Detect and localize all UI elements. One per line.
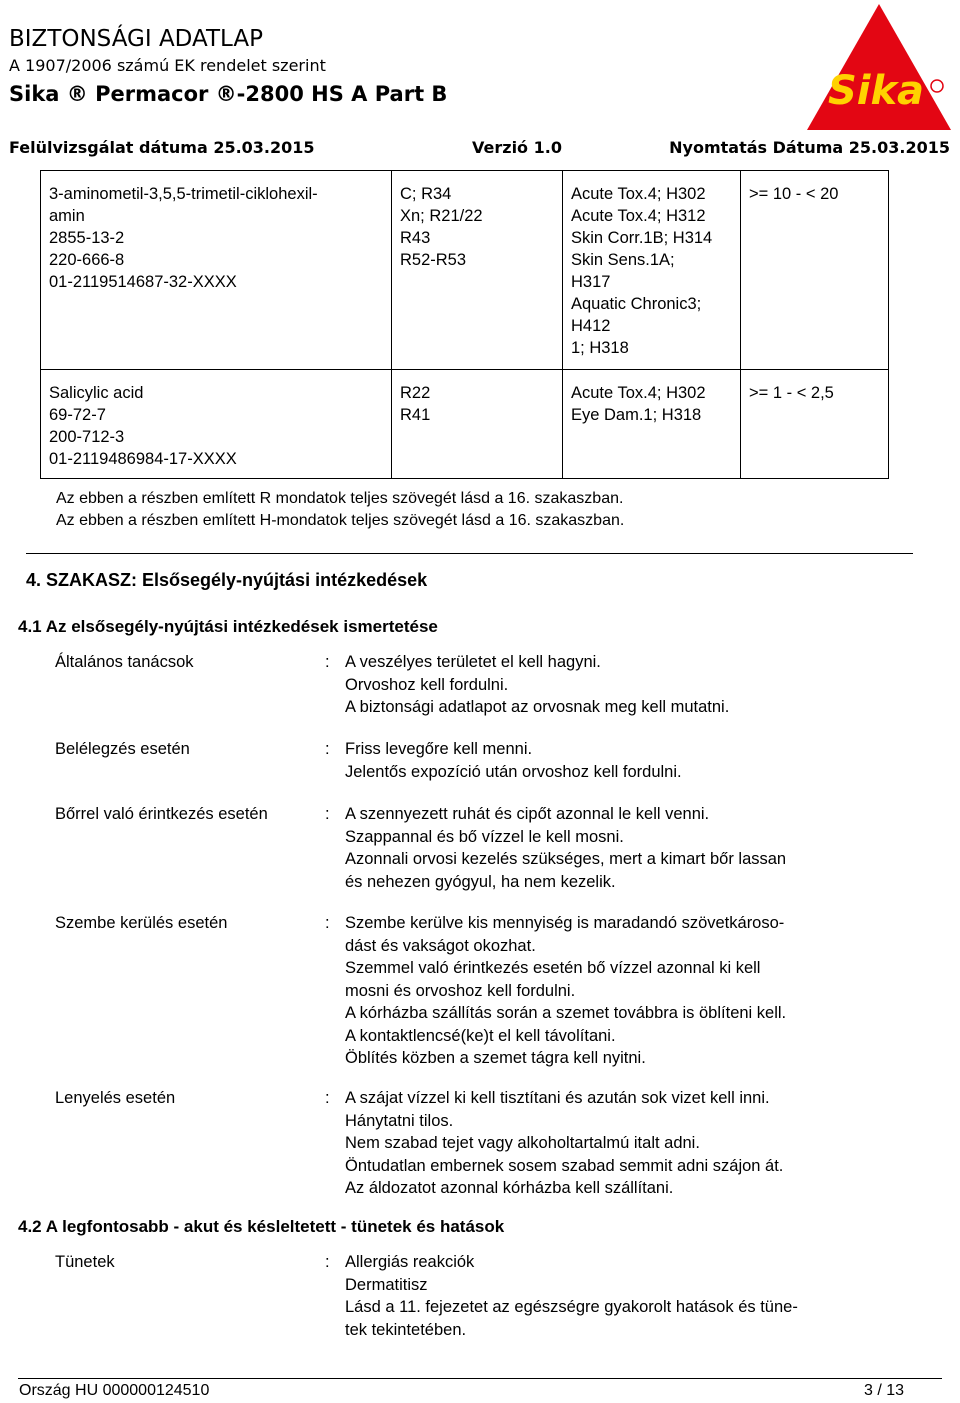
table-notes (56, 488, 624, 532)
component-name: Salicylic acid 69-72-7 200-712-3 01-2119486984-17-XXXX (41, 370, 392, 479)
item-text: Szembe kerülve kis mennyiség is maradandó szövetkároso- dást és vakságot okozhat. Szemmel való érintkezés esetén bő vízzel azonnal ki kell mosni és orvoshoz kell fordulni. A kórházba szállítás során a szemet továbbra is öblíteni kell. A kontaktlencsé(ke)t el kell távolítani. Öblítés közben a szemet tágra kell nyitni. (345, 914, 787, 1067)
document-title: BIZTONSÁGI ADATLAP (9, 26, 263, 52)
concentration: >= 10 - < 20 (741, 171, 889, 370)
footer-rule (18, 1378, 942, 1380)
r-phrases: R22 R41 (392, 370, 563, 479)
product-name: Sika ® Permacor ®-2800 HS A Part B (9, 82, 448, 106)
item-label: Tünetek (55, 1253, 115, 1271)
item-text: A veszélyes területet el kell hagyni. Orvoshoz kell fordulni. A biztonsági adatlapot az orvosnak meg kell mutatni. (345, 653, 730, 716)
subsection-title: 4.2 A legfontosabb - akut és késleltetett - tünetek és hatások (18, 1217, 505, 1236)
item-text: Allergiás reakciók Dermatitisz Lásd a 11. fejezetet az egészségre gyakorolt hatások és tüne- tek tekintetében. (345, 1253, 798, 1339)
component-name: 3-aminometil-3,5,5-trimetil-ciklohexil- amin 2855-13-2 220-666-8 01-2119514687-32-XXXX (41, 171, 392, 370)
svg-text:Sika: Sika (827, 68, 925, 114)
concentration: >= 1 - < 2,5 (741, 370, 889, 479)
r-phrases: C; R34 Xn; R21/22 R43 R52-R53 (392, 171, 563, 370)
footer-country-code: Ország HU 000000124510 (19, 1382, 210, 1399)
page-number: 3 / 13 (863, 1382, 904, 1399)
clp-classification: Acute Tox.4; H302 Eye Dam.1; H318 (563, 370, 741, 479)
item-text: A szájat vízzel ki kell tisztítani és azután sok vizet kell inni. Hánytatni tilos. Nem szabad tejet vagy alkoholtartalmú italt adni. Öntudatlan embernek sosem szabad semmit adni szájon át. Az áldozatot azonnal kórházba kell szállítani. (345, 1089, 784, 1197)
item-text: Friss levegőre kell menni. Jelentős expozíció után orvoshoz kell fordulni. (345, 740, 682, 781)
revision-date: Felülvizsgálat dátuma 25.03.2015 (9, 138, 315, 157)
section-title: 4. SZAKASZ: Elsősegély-nyújtási intézkedések (26, 570, 428, 590)
components-table (40, 170, 889, 479)
section-divider (26, 553, 913, 554)
item-label: Általános tanácsok (55, 653, 194, 671)
clp-classification: Acute Tox.4; H302 Acute Tox.4; H312 Skin Corr.1B; H314 Skin Sens.1A; H317 Aquatic Chronic3; H412 1; H318 (563, 171, 741, 370)
version: Verzió 1.0 (472, 138, 562, 157)
table-row (41, 171, 889, 370)
table-row (41, 370, 889, 479)
sika-logo (803, 0, 955, 134)
regulation-line: A 1907/2006 számú EK rendelet szerint (9, 56, 326, 75)
note-r-phrases: Az ebben a részben említett R mondatok teljes szövegét lásd a 16. szakaszban. (56, 490, 624, 507)
item-label: Szembe kerülés esetén (55, 914, 228, 932)
print-date: Nyomtatás Dátuma 25.03.2015 (669, 138, 950, 157)
item-text: A szennyezett ruhát és cipőt azonnal le kell venni. Szappannal és bő vízzel le kell mosni. Azonnali orvosi kezelés szükséges, mert a kimart bőr lassan és nehezen gyógyul, ha nem kezelik. (345, 805, 787, 891)
note-h-phrases: Az ebben a részben említett H-mondatok teljes szövegét lásd a 16. szakaszban. (56, 512, 625, 529)
item-label: Lenyelés esetén (55, 1089, 176, 1107)
subsection-title: 4.1 Az elsősegély-nyújtási intézkedések ismertetése (18, 617, 438, 636)
item-label: Bőrrel való érintkezés esetén (55, 805, 268, 823)
item-label: Belélegzés esetén (55, 740, 190, 758)
